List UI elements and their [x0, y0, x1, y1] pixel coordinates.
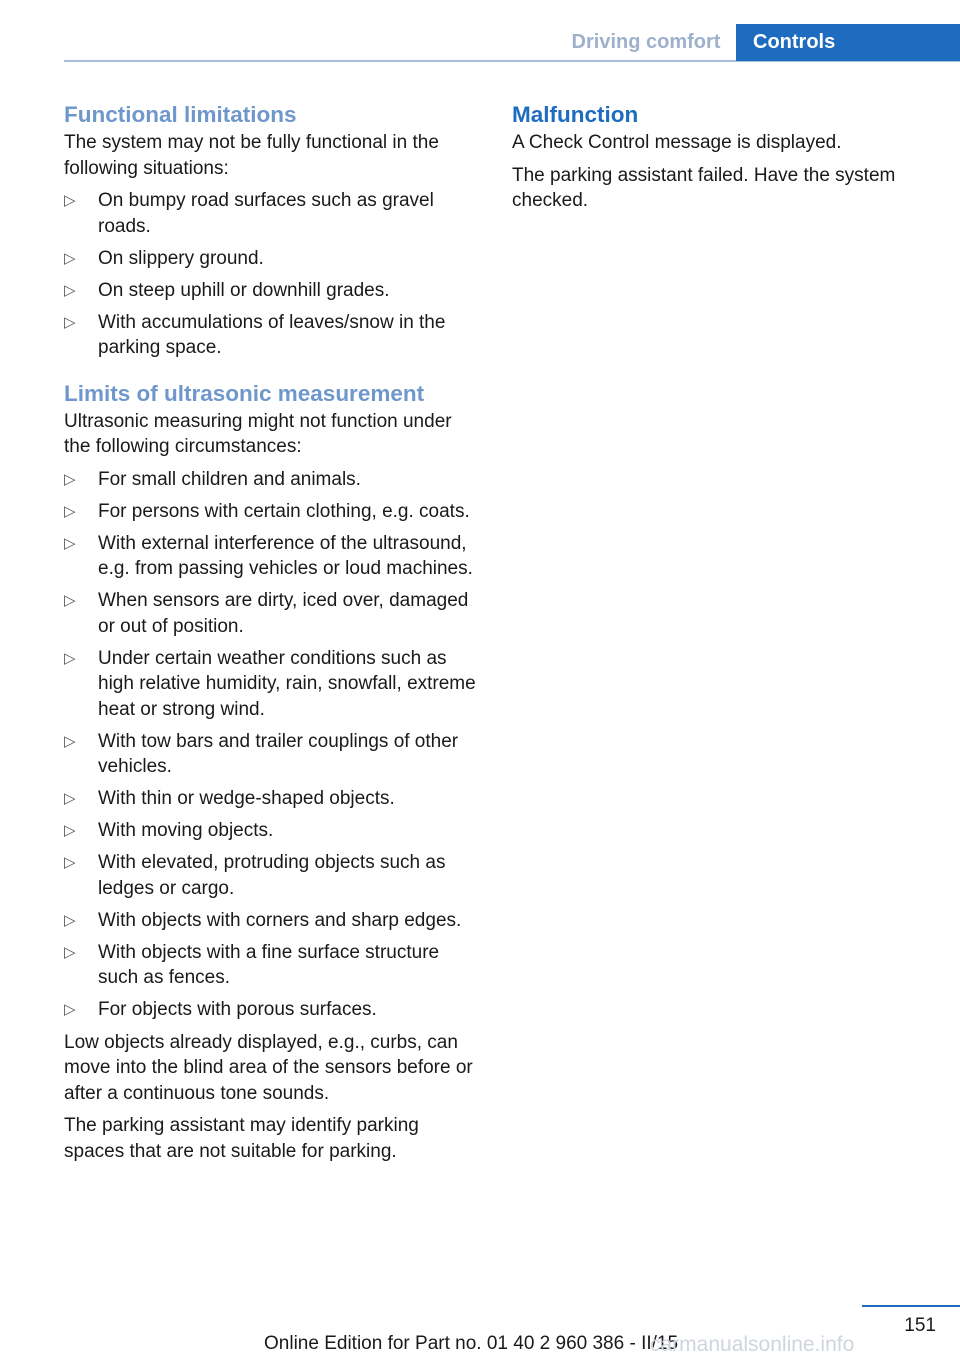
ultrasonic-limits-heading: Limits of ultrasonic measurement [64, 380, 425, 406]
list-item [64, 246, 482, 272]
triangle-right-icon: ▷ [64, 790, 76, 807]
page-number: 151 [904, 1315, 936, 1336]
triangle-right-icon: ▷ [64, 192, 76, 209]
list-item [64, 818, 482, 844]
list-item [64, 310, 482, 361]
list-item-text: On slippery ground. [98, 247, 264, 269]
list-item-text: For small children and animals. [98, 468, 361, 490]
list-item [64, 588, 482, 639]
list-item [64, 646, 482, 723]
list-item [64, 850, 482, 901]
triangle-right-icon: ▷ [64, 502, 76, 520]
functional-limitations-list [64, 188, 482, 361]
left-column [64, 100, 482, 1171]
list-item-text: With objects with corners and sharp edges. [98, 909, 462, 931]
ultrasonic-limits-intro: Ultrasonic measuring might not function under the following circumstances: [64, 410, 452, 457]
list-item-text: With elevated, protruding objects such as ledges or cargo. [98, 852, 446, 899]
list-item [64, 531, 482, 582]
list-item [64, 188, 482, 239]
triangle-right-icon: ▷ [64, 534, 76, 552]
triangle-right-icon: ▷ [64, 943, 76, 961]
malfunction-failed-paragraph: The parking assistant failed. Have the system checked. [512, 164, 896, 211]
triangle-right-icon: ▷ [64, 822, 76, 839]
low-objects-paragraph: Low objects already displayed, e.g., curbs, can move into the blind area of the sensors before or after a continuous tone sounds. [64, 1031, 473, 1104]
triangle-right-icon: ▷ [64, 281, 76, 299]
triangle-right-icon: ▷ [64, 649, 76, 667]
list-item [64, 786, 482, 812]
list-item-text: With moving objects. [98, 820, 274, 841]
edition-note: Online Edition for Part no. 01 40 2 960 386 - II/15 [264, 1333, 679, 1354]
list-item [64, 908, 482, 934]
unsuitable-spaces-paragraph: The parking assistant may identify parking spaces that are not suitable for parking. [64, 1115, 419, 1162]
watermark: carmanualsonline.info [650, 1333, 855, 1356]
list-item-text: With objects with a fine surface structure such as fences. [98, 941, 440, 988]
list-item-text: With accumulations of leaves/snow in the parking space. [98, 311, 446, 358]
list-item-text: Under certain weather conditions such as high relative humidity, rain, snowfall, extreme heat or strong wind. [98, 647, 476, 720]
triangle-right-icon: ▷ [64, 732, 76, 750]
right-column [512, 100, 922, 221]
triangle-right-icon: ▷ [64, 249, 76, 267]
triangle-right-icon: ▷ [64, 470, 76, 488]
list-item-text: For persons with certain clothing, e.g. coats. [98, 500, 470, 522]
footer-rule [862, 1305, 960, 1307]
triangle-right-icon: ▷ [64, 313, 76, 331]
chapter-tab: Controls [736, 24, 960, 61]
triangle-right-icon: ▷ [64, 1001, 76, 1018]
list-item-text: For objects with porous surfaces. [98, 999, 377, 1020]
list-item [64, 467, 482, 493]
triangle-right-icon: ▷ [64, 592, 76, 609]
functional-limitations-heading: Functional limitations [64, 102, 297, 127]
list-item [64, 729, 482, 780]
list-item-text: With tow bars and trailer couplings of other vehicles. [98, 730, 459, 777]
functional-limitations-intro: The system may not be fully functional in the following situations: [64, 132, 439, 179]
list-item [64, 997, 482, 1023]
section-tab: Driving comfort [571, 31, 721, 53]
list-item [64, 940, 482, 991]
list-item-text: With external interference of the ultrasound, e.g. from passing vehicles or loud machines. [98, 532, 473, 579]
list-item-text: On steep uphill or downhill grades. [98, 279, 390, 301]
list-item [64, 499, 482, 525]
list-item [64, 278, 482, 304]
ultrasonic-limits-list [64, 467, 482, 1023]
list-item-text: With thin or wedge-shaped objects. [98, 788, 395, 809]
triangle-right-icon: ▷ [64, 911, 76, 929]
list-item-text: On bumpy road surfaces such as gravel roads. [98, 190, 434, 237]
malfunction-message-paragraph: A Check Control message is displayed. [512, 132, 842, 153]
triangle-right-icon: ▷ [64, 854, 76, 871]
list-item-text: When sensors are dirty, iced over, damaged or out of position. [98, 590, 469, 637]
malfunction-heading: Malfunction [512, 102, 639, 127]
